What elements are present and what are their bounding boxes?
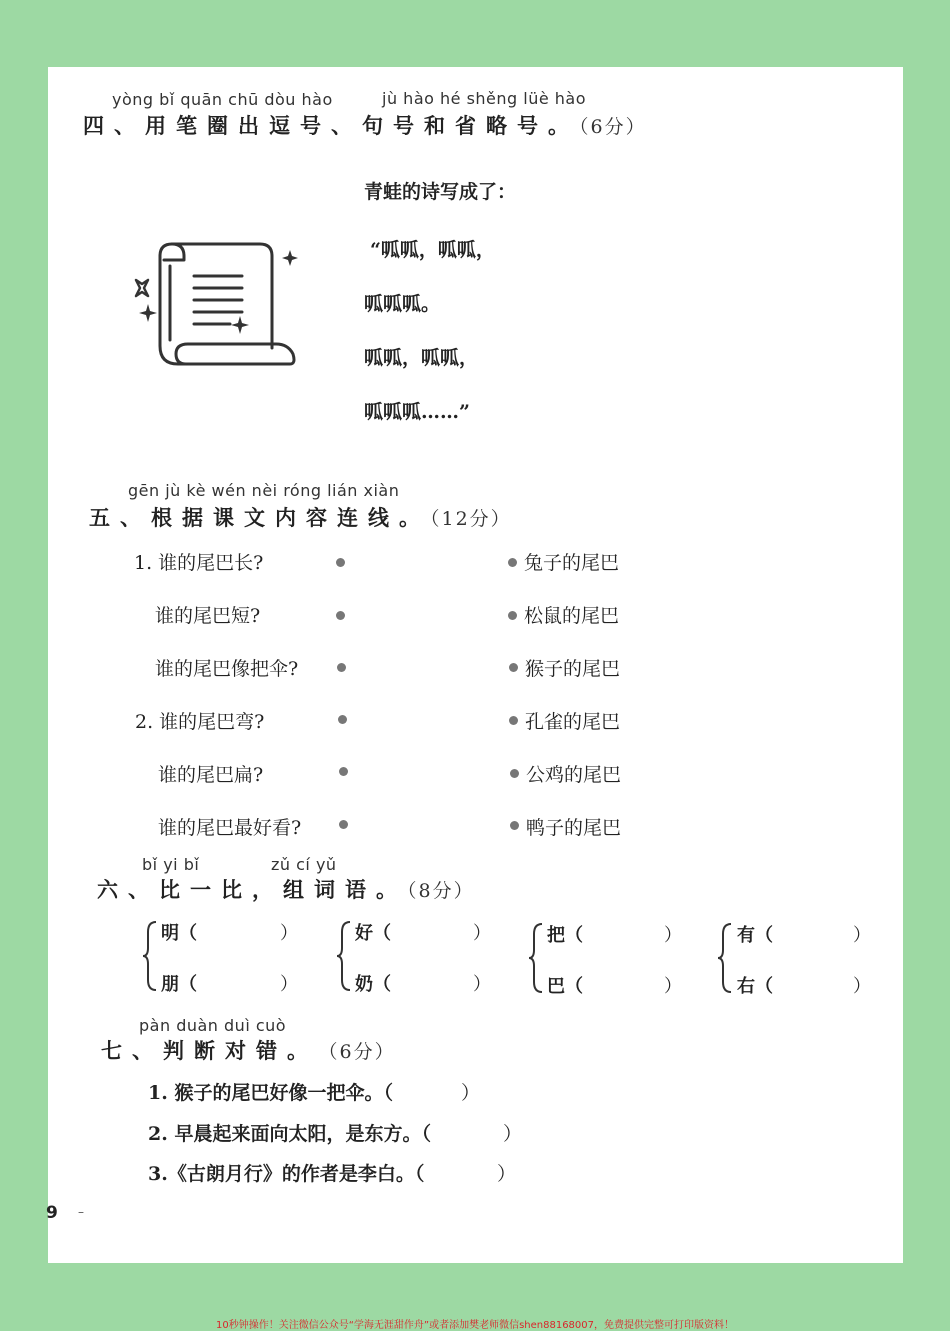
left-item-5: 谁的尾巴扁? [158, 764, 264, 786]
left-dot-5[interactable] [339, 767, 348, 776]
poem-intro: 青蛙的诗写成了： [364, 181, 517, 203]
section4-heading-row [83, 110, 647, 140]
section4-pinyin-b: jù hào hé shěng lüè hào [382, 89, 587, 108]
section4-score: （6分） [579, 116, 647, 138]
left-dot-2[interactable] [336, 611, 345, 620]
brace-1 [142, 920, 158, 992]
page-number: 9 [46, 1203, 58, 1223]
footer-notice: 10秒钟操作！关注微信公众号“学海无涯甜作舟”或者添加樊老师微信shen88168007，免费提供完整可打印版资料！ [215, 1320, 735, 1331]
brace-2 [336, 920, 352, 992]
section5-pinyin: gēn jù kè wén nèi róng lián xiàn [128, 481, 400, 500]
judge-item-2: 2. 早晨起来面向太阳，是东方。（ [148, 1123, 431, 1145]
section7-score: （6分） [328, 1041, 396, 1063]
section6-heading: 六、比一比，组词语。 [97, 877, 407, 902]
left-item-1: 1. 谁的尾巴长? [134, 552, 264, 574]
left-dot-1[interactable] [336, 558, 345, 567]
left-item-2: 谁的尾巴短? [155, 605, 261, 627]
brace-4 [717, 922, 733, 994]
scroll-icon [130, 236, 300, 371]
pair2-bottom: 奶（ [355, 974, 391, 995]
left-dot-4[interactable] [338, 715, 347, 724]
judge-item-1-close: ） [461, 1082, 481, 1104]
pair1-bottom: 朋（ [161, 974, 197, 995]
page-dash: – [78, 1205, 84, 1219]
section6-pinyin-a: bǐ yi bǐ [142, 855, 200, 874]
left-dot-3[interactable] [337, 663, 346, 672]
right-item-5: 公鸡的尾巴 [526, 764, 622, 786]
right-dot-3[interactable] [509, 663, 518, 672]
section5-heading-row [89, 502, 512, 532]
pair3-top: 把（ [547, 925, 583, 946]
right-item-3: 猴子的尾巴 [525, 658, 621, 680]
poem-line-2: 呱呱呱。 [364, 293, 441, 315]
pair2-top-close: ） [473, 923, 491, 944]
pair3-bottom: 巴（ [547, 976, 583, 997]
pair4-bottom-close: ） [853, 976, 871, 997]
poem-line-4: 呱呱呱……” [364, 401, 470, 423]
right-item-2: 松鼠的尾巴 [524, 605, 620, 627]
right-item-4: 孔雀的尾巴 [525, 711, 621, 733]
section4-heading: 四、用笔圈出逗号、句号和省略号。 [83, 113, 579, 138]
judge-item-3-close: ） [497, 1163, 517, 1185]
right-item-1: 兔子的尾巴 [524, 552, 620, 574]
judge-item-2-close: ） [503, 1123, 523, 1145]
section4-pinyin-a: yòng bǐ quān chū dòu hào [112, 90, 333, 109]
pair2-top: 好（ [355, 923, 391, 944]
poem-line-3: 呱呱，呱呱， [364, 347, 479, 369]
poem-line-1: “呱呱，呱呱， [370, 239, 495, 261]
left-item-3: 谁的尾巴像把伞? [155, 658, 299, 680]
pair4-top-close: ） [853, 925, 871, 946]
section7-heading: 七、判断对错。 [101, 1038, 318, 1063]
right-dot-2[interactable] [508, 611, 517, 620]
right-dot-1[interactable] [508, 558, 517, 567]
right-dot-6[interactable] [510, 821, 519, 830]
judge-item-3: 3.《古朗月行》的作者是李白。（ [148, 1163, 425, 1185]
left-dot-6[interactable] [339, 820, 348, 829]
pair4-bottom: 右（ [737, 976, 773, 997]
left-item-4: 2. 谁的尾巴弯? [135, 711, 265, 733]
section7-heading-row [101, 1035, 396, 1065]
pair3-top-close: ） [664, 925, 682, 946]
brace-3 [528, 922, 544, 994]
pair2-bottom-close: ） [473, 974, 491, 995]
pair4-top: 有（ [737, 925, 773, 946]
section6-heading-row [97, 874, 475, 904]
left-item-6: 谁的尾巴最好看? [158, 817, 302, 839]
pair3-bottom-close: ） [664, 976, 682, 997]
right-dot-5[interactable] [510, 769, 519, 778]
pair1-bottom-close: ） [280, 974, 298, 995]
right-item-6: 鸭子的尾巴 [526, 817, 622, 839]
section5-score: （12分） [430, 508, 512, 530]
pair1-top-close: ） [280, 923, 298, 944]
section7-pinyin: pàn duàn duì cuò [139, 1016, 287, 1035]
section6-score: （8分） [407, 880, 475, 902]
judge-item-1: 1. 猴子的尾巴好像一把伞。（ [148, 1082, 393, 1104]
section6-pinyin-b: zǔ cí yǔ [271, 855, 337, 874]
section5-heading: 五、根据课文内容连线。 [89, 505, 430, 530]
right-dot-4[interactable] [509, 716, 518, 725]
pair1-top: 明（ [161, 923, 197, 944]
